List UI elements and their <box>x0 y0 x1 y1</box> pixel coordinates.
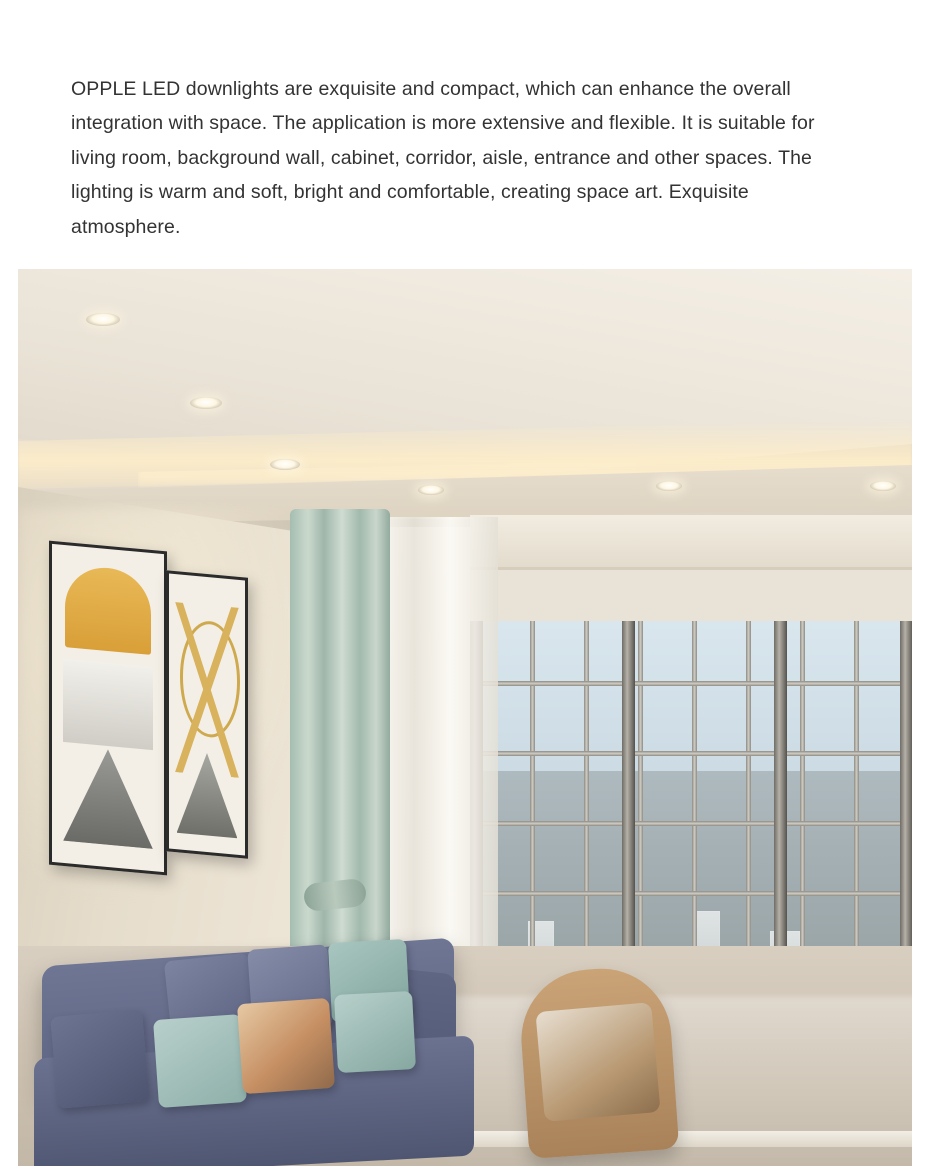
throw-pillow <box>334 991 416 1073</box>
artwork-shape-band <box>63 659 153 750</box>
window-mullion <box>480 751 912 756</box>
downlight-icon <box>656 481 682 491</box>
downlight-icon <box>190 397 222 409</box>
throw-pillow-patterned <box>237 998 335 1094</box>
window-header-valance <box>470 515 912 570</box>
armchair-cushion <box>535 1002 660 1122</box>
downlight-icon <box>86 313 120 326</box>
living-room-scene <box>18 269 912 1166</box>
downlight-icon <box>870 481 896 491</box>
downlight-icon <box>418 485 444 495</box>
throw-pillow <box>153 1014 247 1108</box>
framed-artwork-right <box>166 570 248 858</box>
product-scene-image <box>18 269 912 1166</box>
throw-pillow <box>50 1009 150 1109</box>
window-mullion <box>480 821 912 826</box>
artwork-shape-sun <box>65 564 150 654</box>
downlight-icon <box>270 459 300 470</box>
window-mullion <box>480 891 912 896</box>
intro-paragraph: OPPLE LED downlights are exquisite and compact, which can enhance the overall integration with space. The application is more extensive and flexible. It is suitable for living room, background wall, cabinet, corridor, aisle, entrance and other spaces. The lighting is warm and soft, bright and comfortable, creating space art. Exquisite atmosphere. <box>71 77 815 238</box>
artwork-shape-triangle <box>63 745 153 849</box>
window-mullion <box>480 681 912 686</box>
framed-artwork-left <box>49 541 167 876</box>
